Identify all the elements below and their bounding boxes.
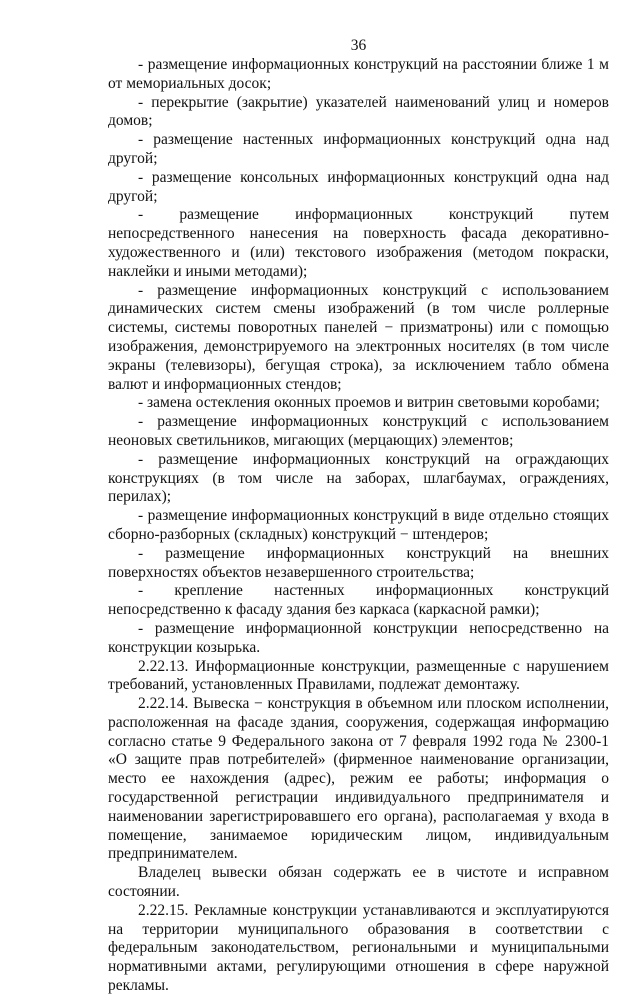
- page-number: 36: [350, 37, 367, 54]
- list-item: - размещение информационных конструкций на ограждающих конструкциях (в том числе на заборах, шлагбаумах, ограждениях, перилах);: [108, 450, 609, 506]
- list-item: - размещение информационных конструкций на внешних поверхностях объектов незавершенного строительства;: [108, 544, 609, 581]
- list-item: - крепление настенных информационных конструкций непосредственно к фасаду здания без каркаса (каркасной рамки);: [108, 582, 609, 619]
- list-item: - размещение информационных конструкций на расстоянии ближе 1 м от мемориальных досок;: [108, 56, 609, 92]
- list-item: - размещение информационной конструкции непосредственно на конструкции козырька.: [108, 619, 609, 656]
- list-item: - размещение информационных конструкций с использованием неоновых светильников, мигающих (мерцающих) элементов;: [108, 413, 609, 449]
- list-item: - перекрытие (закрытие) указателей наименований улиц и номеров домов;: [108, 93, 609, 130]
- document-body: [108, 56, 609, 996]
- list-item: - размещение информационных конструкций в виде отдельно стоящих сборно-разборных (складных) конструкций − штендеров;: [108, 507, 609, 543]
- clause-2-22-14: 2.22.14. Вывеска − конструкция в объемном или плоском исполнении, расположенная на фасаде здания, сооружения, содержащая информацию согласно статье 9 Федерального закона от 7 февраля 1992 года № 2300-1 «О защите прав потребителей» (фирменное наименование организации, место ее нахождения (адрес), режим ее работы; информация о государственной регистрации индивидуального предпринимателя и наименовании зарегистрировавшего его органа), располагаемая у входа в помещение, занимаемое юридическим лицом, индивидуальным предпринимателем.: [108, 695, 609, 863]
- list-item: - размещение информационных конструкций путем непосредственного нанесения на поверхность фасада декоративно-художественного и (или) текстового изображения (методом покраски, наклейки и иными методами);: [108, 206, 609, 280]
- clause-2-22-15: 2.22.15. Рекламные конструкции устанавливаются и эксплуатируются на территории муниципального образования в соответствии с федеральным законодательством, региональными и муниципальными нормативными актами, регулирующими отношения в сфере наружной рекламы.: [108, 901, 609, 995]
- list-item: - размещение консольных информационных конструкций одна над другой;: [108, 168, 609, 205]
- clause-2-22-14-owner-duty: Владелец вывески обязан содержать ее в чистоте и исправном состоянии.: [108, 864, 609, 901]
- list-item: - замена остекления оконных проемов и витрин световыми коробами;: [138, 394, 600, 412]
- list-item: - размещение настенных информационных конструкций одна над другой;: [108, 131, 609, 167]
- list-item: - размещение информационных конструкций с использованием динамических систем смены изображений (в том числе роллерные системы, системы поворотных панелей − призматроны) или с помощью изображения, демонстрируемого на электронных носителях (в том числе экраны (телевизоры), бегущая строка), за исключением табло обмена валют и информационных стендов;: [108, 281, 609, 393]
- clause-2-22-13: 2.22.13. Информационные конструкции, размещенные с нарушением требований, установленных Правилами, подлежат демонтажу.: [108, 657, 609, 694]
